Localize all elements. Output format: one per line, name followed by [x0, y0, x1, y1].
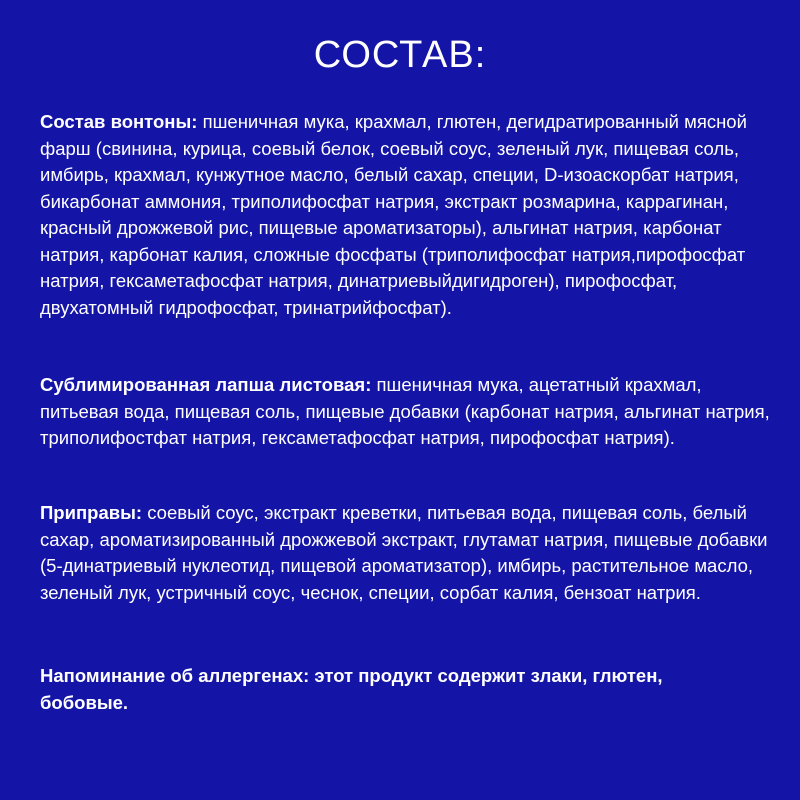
seasoning-ingredients — [40, 500, 770, 606]
noodles-label: Сублимированная лапша листовая: — [40, 374, 372, 395]
noodles-ingredients — [40, 372, 770, 452]
seasoning-text: соевый соус, экстракт креветки, питьевая вода, пищевая соль, белый сахар, ароматизированный дрожжевой экстракт, глутамат натрия, пищевые добавки (5-динатриевый нуклеотид, пищевой ароматизатор), имбирь, растительное масло, зеленый лук, устричный соус, чеснок, специи, сорбат калия, бензоат натрия. — [40, 502, 768, 603]
page-title: СОСТАВ: — [313, 34, 487, 76]
wonton-ingredients — [40, 109, 770, 321]
noodles-text: пшеничная мука, ацетатный крахмал, питьевая вода, пищевая соль, пищевые добавки (карбонат натрия, альгинат натрия, триполифостфат натрия, гексаметафосфат натрия, пирофосфат натрия). — [40, 374, 770, 448]
wonton-label: Состав вонтоны: — [40, 111, 198, 132]
seasoning-label: Приправы: — [40, 502, 143, 523]
allergen-notice: Напоминание об аллергенах: этот продукт содержит злаки, глютен, бобовые. — [40, 665, 663, 713]
wonton-text: пшеничная мука, крахмал, глютен, дегидратированный мясной фарш (свинина, курица, соевый белок, соевый соус, зеленый лук, пищевая соль, имбирь, крахмал, кунжутное масло, белый сахар, специи, D-изоаскорбат натрия, бикарбонат аммония, триполифосфат натрия, экстракт розмарина, каррагинан, красный дрожжевой рис, пищевые ароматизаторы), альгинат натрия, карбонат натрия, карбонат калия, сложные фосфаты (триполифосфат натрия,пирофосфат натрия, гексаметафосфат натрия, динатриевыйдигидроген), пирофосфат, двухатомный гидрофосфат, тринатрийфосфат). — [40, 111, 747, 318]
